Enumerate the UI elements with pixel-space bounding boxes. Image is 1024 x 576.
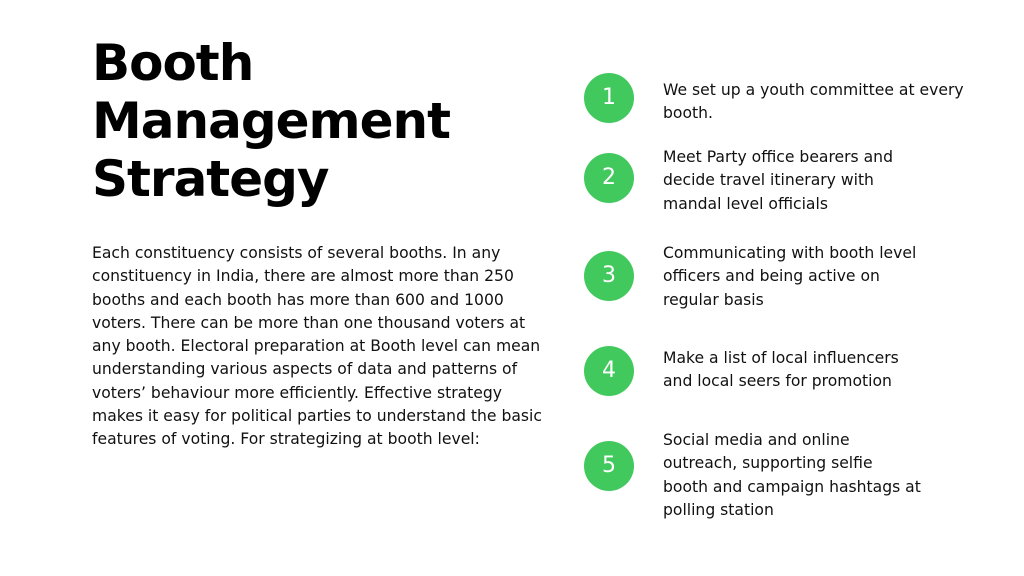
step-4-text: Make a list of local influencers and local seers for promotion [663,349,899,391]
slide-title: Booth Management Strategy [92,34,451,208]
step-3-text: Communicating with booth level officers and being active on regular basis [663,244,917,309]
step-5-number-badge: 5 [584,441,634,491]
step-2-text: Meet Party office bearers and decide travel itinerary with mandal level officials [663,148,893,213]
step-4-number-badge: 4 [584,346,634,396]
step-1-text: We set up a youth committee at every booth. [663,81,964,123]
step-5-text: Social media and online outreach, supporting selfie booth and campaign hashtags at polling station [663,431,921,519]
intro-paragraph: Each constituency consists of several booths. In any constituency in India, there are almost more than 250 booths and each booth has more than 600 and 1000 voters. There can be more than one thousand voters at any booth. Electoral preparation at Booth level can mean understanding various aspects of data and patterns of voters’ behaviour more efficiently. Effective strategy makes it easy for political parties to understand the basic features of voting. For strategizing at booth level: [92,244,542,449]
step-2-number-badge: 2 [584,153,634,203]
step-1-number-badge: 1 [584,73,634,123]
step-3-number-badge: 3 [584,251,634,301]
